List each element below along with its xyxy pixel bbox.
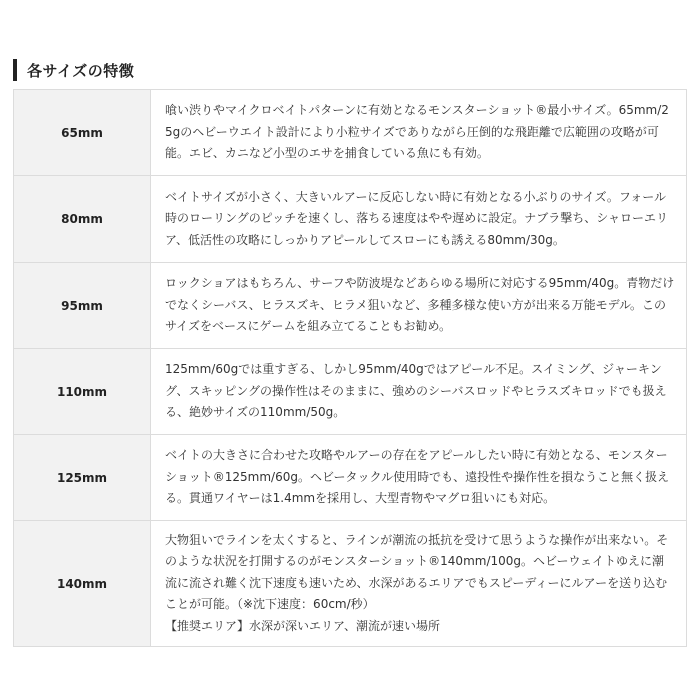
size-label: 95mm bbox=[14, 263, 151, 349]
table-row bbox=[14, 435, 687, 521]
table-row bbox=[14, 349, 687, 435]
size-description: 大物狙いでラインを太くすると、ラインが潮流の抵抗を受けて思うような操作が出来ない。そのような状況を打開するのがモンスターショット®140mm/100g。ヘビーウェイトゆえに潮流に流され難く沈下速度も速いため、水深があるエリアでもスピーディーにルアーを送り込むことが可能。（※沈下速度：60cm/秒） bbox=[165, 532, 669, 612]
table-row bbox=[14, 90, 687, 176]
size-description: ベイトの大きさに合わせた攻略やルアーの存在をアピールしたい時に有効となる、モンスターショット®125mm/60g。ヘビータックル使用時でも、遠投性や操作性を損なうこと無く扱える。貫通ワイヤーは1.4mmを採用し、大型青物やマグロ狙いにも対応。 bbox=[151, 435, 687, 521]
size-description: ベイトサイズが小さく、大きいルアーに反応しない時に有効となる小ぶりのサイズ。フォール時のローリングのピッチを速くし、落ちる速度はやや遅めに設定。ナブラ撃ち、シャローエリア、低活性の攻略にしっかりアピールしてスローにも誘える80mm/30g。 bbox=[151, 176, 687, 263]
table-row bbox=[14, 521, 687, 647]
size-label: 125mm bbox=[14, 435, 151, 521]
size-label: 65mm bbox=[14, 90, 151, 176]
recommended-area-note: 【推奨エリア】水深が深いエリア、潮流が速い場所 bbox=[165, 618, 441, 633]
table-row bbox=[14, 176, 687, 263]
table-row bbox=[14, 263, 687, 349]
section-heading bbox=[13, 58, 134, 82]
heading-accent-bar bbox=[13, 59, 17, 81]
size-label: 80mm bbox=[14, 176, 151, 263]
size-description: 喰い渋りやマイクロベイトパターンに有効となるモンスターショット®最小サイズ。65mm/25gのヘビーウエイト設計により小粒サイズでありながら圧倒的な飛距離で広範囲の攻略が可能。エビ、カニなど小型のエサを捕食している魚にも有効。 bbox=[151, 90, 687, 176]
size-description: 125mm/60gでは重すぎる、しかし95mm/40gではアピール不足。スイミング、ジャーキング、スキッピングの操作性はそのままに、強めのシーバスロッドやヒラスズキロッドでも扱える、絶妙サイズの110mm/50g。 bbox=[151, 349, 687, 435]
size-feature-table bbox=[13, 89, 687, 647]
size-label: 110mm bbox=[14, 349, 151, 435]
size-description-cell bbox=[151, 521, 687, 647]
section-title: 各サイズの特徴 bbox=[27, 61, 135, 80]
size-label: 140mm bbox=[14, 521, 151, 647]
size-description: ロックショアはもちろん、サーフや防波堤などあらゆる場所に対応する95mm/40g。青物だけでなくシーバス、ヒラスズキ、ヒラメ狙いなど、多種多様な使い方が出来る万能モデル。このサイズをベースにゲームを組み立てることもお勧め。 bbox=[151, 263, 687, 349]
